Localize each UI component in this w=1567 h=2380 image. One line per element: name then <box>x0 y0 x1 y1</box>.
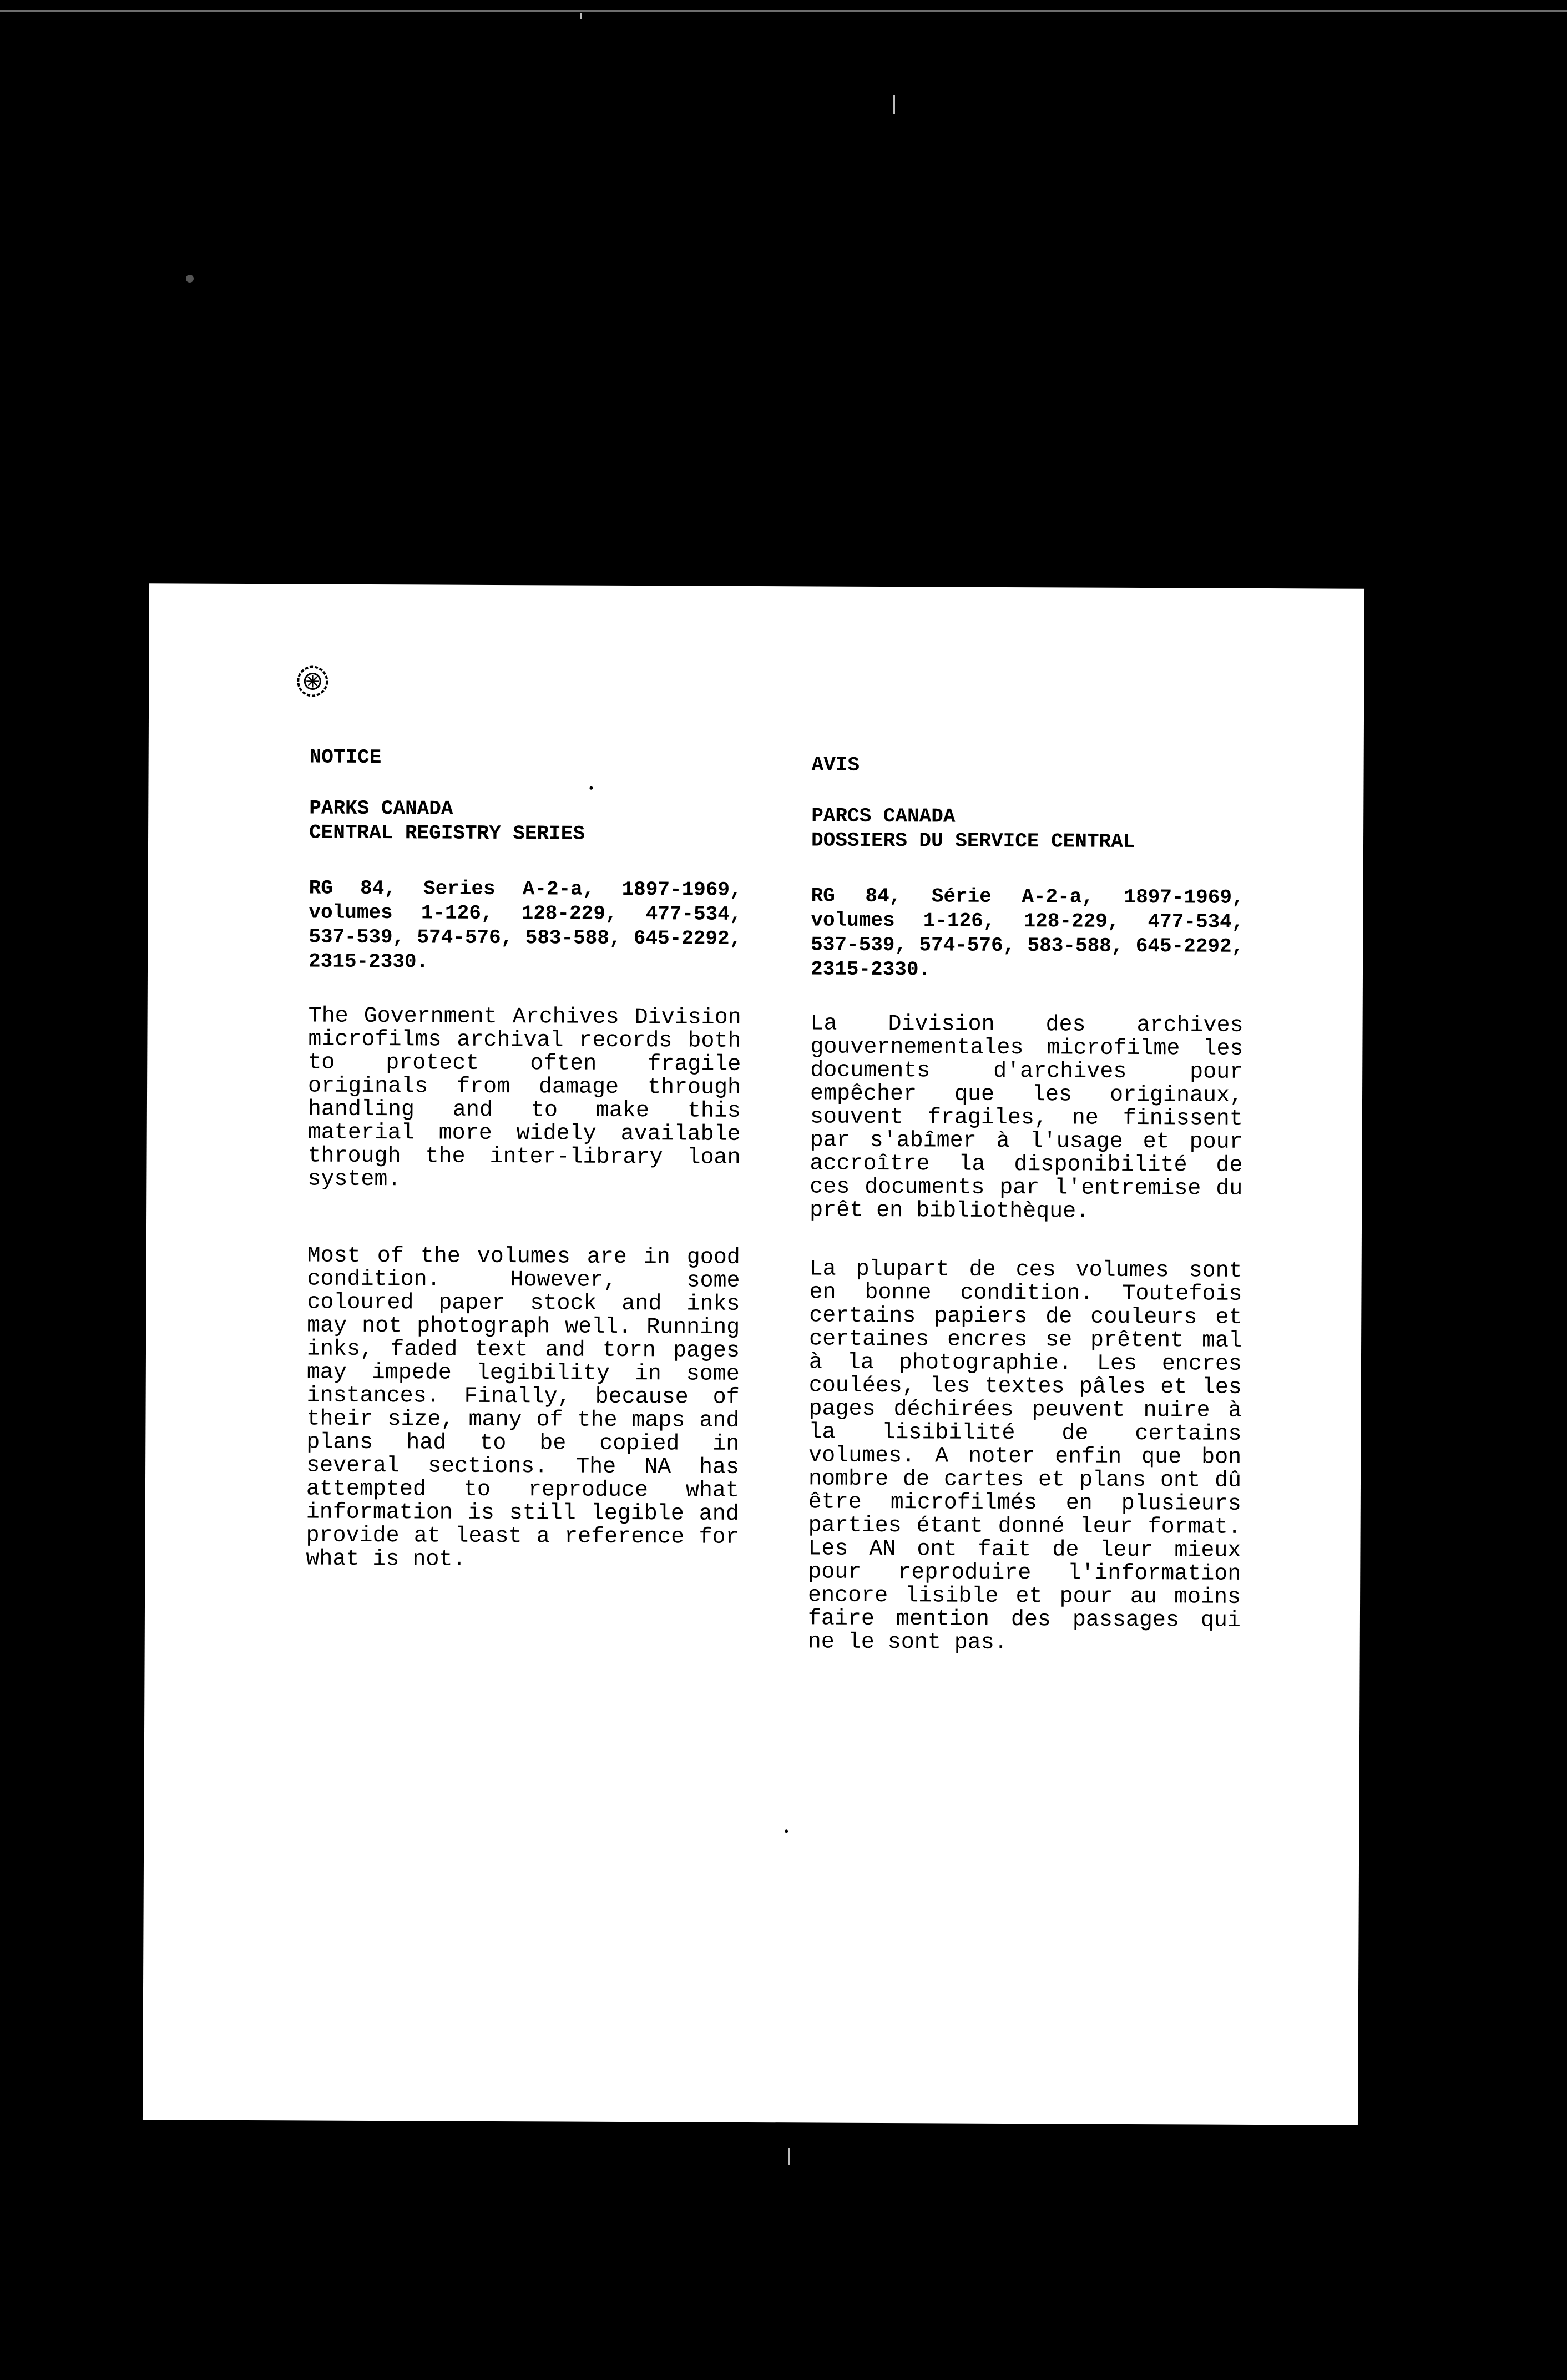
notice-heading: NOTICE <box>309 745 382 769</box>
document-page <box>143 583 1364 2125</box>
avis-paragraph-1: La Division des archives gouvernementales microfilme les documents d'archives pour empêcher que les originaux, souvent fragiles, ne finissent par s'abîmer à l'usage et pour accroître la disponibilité de ces documents par l'entremise du prêt en bibliothèque. <box>810 1011 1244 1224</box>
record-group-reference: RG 84, Series A-2-a, 1897-1969, volumes 1-126, 128-229, 477-534, 537-539, 574-576, 583-588, 645-2292, 2315-2330. <box>308 876 742 974</box>
agency-name-fr: PARCS CANADA <box>811 804 956 828</box>
notice-paragraph-2: Most of the volumes are in good condition. However, some coloured paper stock and inks may not photograph well. Running inks, faded text and torn pages may impede legibility in some instances. Finally, because of their size, many of the maps and plans had to be copied in several sections. The NA has attempted to reproduce what information is still legible and provide at least a reference for what is not. <box>306 1243 740 1572</box>
english-notice-column <box>306 745 742 1572</box>
record-group-reference-fr: RG 84, Série A-2-a, 1897-1969, volumes 1-126, 128-229, 477-534, 537-539, 574-576, 583-588, 645-2292, 2315-2330. <box>810 884 1244 981</box>
scan-artifact <box>788 2148 790 2165</box>
agency-name: PARKS CANADA <box>309 796 453 820</box>
avis-paragraph-2: La plupart de ces volumes sont en bonne condition. Toutefois certains papiers de couleurs et certaines encres se prêtent mal à la photographie. Les encres coulées, les textes pâles et les pages déchirées peuvent nuire à la lisibilité de certains volumes. A noter enfin que bon nombre de cartes et plans ont dû être microfilmés en plusieurs parties étant donné leur format. Les AN ont fait de leur mieux pour reproduire l'information encore lisible et pour au moins faire mention des passages qui ne le sont pas. <box>807 1257 1242 1656</box>
agency-title-fr <box>811 804 1244 854</box>
archives-seal-icon <box>293 662 332 700</box>
scan-speck <box>785 1829 788 1833</box>
agency-title <box>309 796 742 846</box>
avis-heading: AVIS <box>811 753 860 776</box>
series-name: CENTRAL REGISTRY SERIES <box>309 821 585 845</box>
french-notice-column <box>808 753 1245 1656</box>
scan-artifact <box>186 275 194 283</box>
series-name-fr: DOSSIERS DU SERVICE CENTRAL <box>811 829 1135 853</box>
scan-artifact <box>893 95 895 114</box>
notice-paragraph-1: The Government Archives Division microfilms archival records both to protect often fragile originals from damage through handling and to make this material more widely available through the inter-library loan system. <box>307 1004 741 1193</box>
scan-speck <box>589 786 593 790</box>
scan-top-rule <box>0 10 1567 12</box>
scan-artifact <box>580 13 582 19</box>
